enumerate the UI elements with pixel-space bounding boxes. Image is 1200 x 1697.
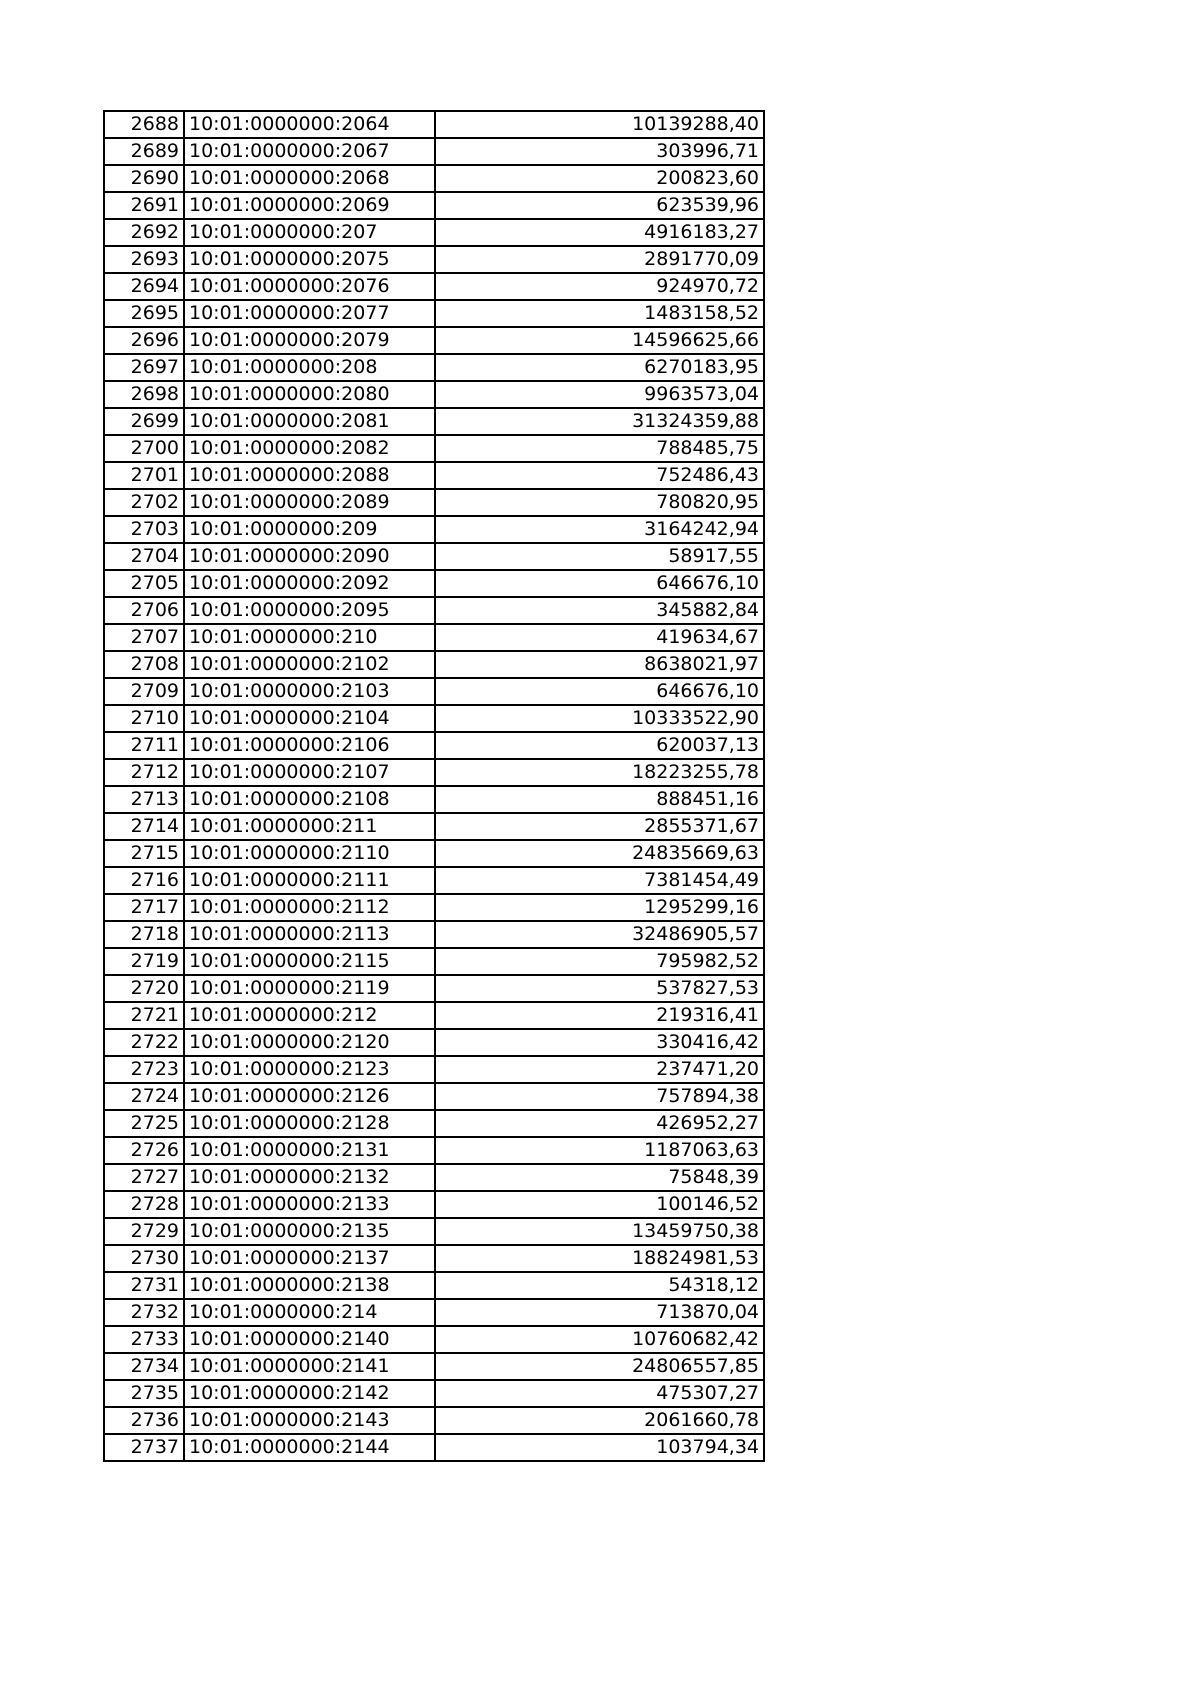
cadastral-number-cell: 10:01:0000000:2090: [184, 543, 435, 570]
value-cell: 6270183,95: [435, 354, 764, 381]
row-number-cell: 2724: [104, 1083, 184, 1110]
row-number-cell: 2698: [104, 381, 184, 408]
cadastral-number-cell: 10:01:0000000:2112: [184, 894, 435, 921]
value-cell: 2061660,78: [435, 1407, 764, 1434]
row-number-cell: 2701: [104, 462, 184, 489]
cadastral-number-cell: 10:01:0000000:2128: [184, 1110, 435, 1137]
cadastral-number-cell: 10:01:0000000:2142: [184, 1380, 435, 1407]
table-row: [104, 300, 764, 327]
cadastral-number-cell: 10:01:0000000:2144: [184, 1434, 435, 1461]
row-number-cell: 2700: [104, 435, 184, 462]
value-cell: 620037,13: [435, 732, 764, 759]
value-cell: 24806557,85: [435, 1353, 764, 1380]
cadastral-number-cell: 10:01:0000000:2133: [184, 1191, 435, 1218]
value-cell: 200823,60: [435, 165, 764, 192]
value-cell: 219316,41: [435, 1002, 764, 1029]
cadastral-number-cell: 10:01:0000000:2103: [184, 678, 435, 705]
value-cell: 795982,52: [435, 948, 764, 975]
cadastral-number-cell: 10:01:0000000:207: [184, 219, 435, 246]
value-cell: 1187063,63: [435, 1137, 764, 1164]
value-cell: 623539,96: [435, 192, 764, 219]
table-row: [104, 840, 764, 867]
value-cell: 75848,39: [435, 1164, 764, 1191]
value-cell: 475307,27: [435, 1380, 764, 1407]
row-number-cell: 2691: [104, 192, 184, 219]
row-number-cell: 2714: [104, 813, 184, 840]
row-number-cell: 2731: [104, 1272, 184, 1299]
table-body: [104, 111, 764, 1461]
table-row: [104, 273, 764, 300]
row-number-cell: 2704: [104, 543, 184, 570]
table-row: [104, 894, 764, 921]
value-cell: 646676,10: [435, 678, 764, 705]
value-cell: 4916183,27: [435, 219, 764, 246]
table-row: [104, 1272, 764, 1299]
row-number-cell: 2725: [104, 1110, 184, 1137]
table-row: [104, 948, 764, 975]
value-cell: 18824981,53: [435, 1245, 764, 1272]
cadastral-number-cell: 10:01:0000000:2138: [184, 1272, 435, 1299]
value-cell: 2891770,09: [435, 246, 764, 273]
row-number-cell: 2709: [104, 678, 184, 705]
value-cell: 14596625,66: [435, 327, 764, 354]
row-number-cell: 2705: [104, 570, 184, 597]
row-number-cell: 2734: [104, 1353, 184, 1380]
value-cell: 100146,52: [435, 1191, 764, 1218]
table-row: [104, 597, 764, 624]
table-row: [104, 624, 764, 651]
table-row: [104, 1407, 764, 1434]
table-row: [104, 1326, 764, 1353]
value-cell: 10333522,90: [435, 705, 764, 732]
cadastral-number-cell: 10:01:0000000:2068: [184, 165, 435, 192]
table-row: [104, 1110, 764, 1137]
table-row: [104, 408, 764, 435]
row-number-cell: 2732: [104, 1299, 184, 1326]
table-row: [104, 1191, 764, 1218]
value-cell: 7381454,49: [435, 867, 764, 894]
cadastral-number-cell: 10:01:0000000:2115: [184, 948, 435, 975]
cadastral-number-cell: 10:01:0000000:2082: [184, 435, 435, 462]
value-cell: 757894,38: [435, 1083, 764, 1110]
value-cell: 888451,16: [435, 786, 764, 813]
value-cell: 103794,34: [435, 1434, 764, 1461]
cadastral-number-cell: 10:01:0000000:2111: [184, 867, 435, 894]
cadastral-number-cell: 10:01:0000000:2108: [184, 786, 435, 813]
table-row: [104, 1218, 764, 1245]
table-row: [104, 192, 764, 219]
cadastral-number-cell: 10:01:0000000:2076: [184, 273, 435, 300]
cadastral-number-cell: 10:01:0000000:2141: [184, 1353, 435, 1380]
cadastral-number-cell: 10:01:0000000:2123: [184, 1056, 435, 1083]
cadastral-number-cell: 10:01:0000000:2106: [184, 732, 435, 759]
row-number-cell: 2711: [104, 732, 184, 759]
cadastral-number-cell: 10:01:0000000:2079: [184, 327, 435, 354]
row-number-cell: 2722: [104, 1029, 184, 1056]
table-row: [104, 651, 764, 678]
table-row: [104, 165, 764, 192]
value-cell: 788485,75: [435, 435, 764, 462]
value-cell: 32486905,57: [435, 921, 764, 948]
cadastral-number-cell: 10:01:0000000:2067: [184, 138, 435, 165]
value-cell: 303996,71: [435, 138, 764, 165]
table-row: [104, 1353, 764, 1380]
value-cell: 18223255,78: [435, 759, 764, 786]
row-number-cell: 2729: [104, 1218, 184, 1245]
table-row: [104, 759, 764, 786]
value-cell: 58917,55: [435, 543, 764, 570]
cadastral-number-cell: 10:01:0000000:2126: [184, 1083, 435, 1110]
row-number-cell: 2730: [104, 1245, 184, 1272]
table-row: [104, 786, 764, 813]
table-row: [104, 111, 764, 138]
table-row: [104, 1056, 764, 1083]
cadastral-number-cell: 10:01:0000000:2135: [184, 1218, 435, 1245]
cadastral-number-cell: 10:01:0000000:2092: [184, 570, 435, 597]
row-number-cell: 2723: [104, 1056, 184, 1083]
table-row: [104, 1083, 764, 1110]
row-number-cell: 2715: [104, 840, 184, 867]
data-table: [103, 110, 765, 1462]
table-row: [104, 1245, 764, 1272]
row-number-cell: 2726: [104, 1137, 184, 1164]
value-cell: 10760682,42: [435, 1326, 764, 1353]
row-number-cell: 2696: [104, 327, 184, 354]
table-row: [104, 1137, 764, 1164]
row-number-cell: 2712: [104, 759, 184, 786]
value-cell: 24835669,63: [435, 840, 764, 867]
value-cell: 426952,27: [435, 1110, 764, 1137]
value-cell: 54318,12: [435, 1272, 764, 1299]
cadastral-number-cell: 10:01:0000000:208: [184, 354, 435, 381]
cadastral-number-cell: 10:01:0000000:2104: [184, 705, 435, 732]
row-number-cell: 2719: [104, 948, 184, 975]
cadastral-number-cell: 10:01:0000000:2137: [184, 1245, 435, 1272]
value-cell: 3164242,94: [435, 516, 764, 543]
row-number-cell: 2706: [104, 597, 184, 624]
cadastral-number-cell: 10:01:0000000:212: [184, 1002, 435, 1029]
cadastral-number-cell: 10:01:0000000:2095: [184, 597, 435, 624]
table-row: [104, 516, 764, 543]
value-cell: 8638021,97: [435, 651, 764, 678]
cadastral-number-cell: 10:01:0000000:2140: [184, 1326, 435, 1353]
table-row: [104, 813, 764, 840]
row-number-cell: 2735: [104, 1380, 184, 1407]
row-number-cell: 2692: [104, 219, 184, 246]
table-row: [104, 1002, 764, 1029]
cadastral-number-cell: 10:01:0000000:2088: [184, 462, 435, 489]
row-number-cell: 2697: [104, 354, 184, 381]
row-number-cell: 2736: [104, 1407, 184, 1434]
value-cell: 237471,20: [435, 1056, 764, 1083]
cadastral-number-cell: 10:01:0000000:2143: [184, 1407, 435, 1434]
cadastral-number-cell: 10:01:0000000:209: [184, 516, 435, 543]
value-cell: 10139288,40: [435, 111, 764, 138]
table-row: [104, 381, 764, 408]
row-number-cell: 2721: [104, 1002, 184, 1029]
cadastral-number-cell: 10:01:0000000:2075: [184, 246, 435, 273]
row-number-cell: 2688: [104, 111, 184, 138]
row-number-cell: 2707: [104, 624, 184, 651]
value-cell: 345882,84: [435, 597, 764, 624]
value-cell: 31324359,88: [435, 408, 764, 435]
row-number-cell: 2690: [104, 165, 184, 192]
table-row: [104, 867, 764, 894]
row-number-cell: 2695: [104, 300, 184, 327]
table-row: [104, 1029, 764, 1056]
table-row: [104, 570, 764, 597]
value-cell: 9963573,04: [435, 381, 764, 408]
row-number-cell: 2693: [104, 246, 184, 273]
cadastral-number-cell: 10:01:0000000:2064: [184, 111, 435, 138]
value-cell: 2855371,67: [435, 813, 764, 840]
row-number-cell: 2728: [104, 1191, 184, 1218]
cadastral-number-cell: 10:01:0000000:2120: [184, 1029, 435, 1056]
cadastral-number-cell: 10:01:0000000:2077: [184, 300, 435, 327]
value-cell: 752486,43: [435, 462, 764, 489]
value-cell: 713870,04: [435, 1299, 764, 1326]
value-cell: 780820,95: [435, 489, 764, 516]
cadastral-number-cell: 10:01:0000000:214: [184, 1299, 435, 1326]
cadastral-number-cell: 10:01:0000000:2080: [184, 381, 435, 408]
cadastral-number-cell: 10:01:0000000:2069: [184, 192, 435, 219]
table-row: [104, 462, 764, 489]
table-row: [104, 435, 764, 462]
value-cell: 646676,10: [435, 570, 764, 597]
row-number-cell: 2720: [104, 975, 184, 1002]
row-number-cell: 2733: [104, 1326, 184, 1353]
row-number-cell: 2702: [104, 489, 184, 516]
cadastral-number-cell: 10:01:0000000:2110: [184, 840, 435, 867]
table-row: [104, 678, 764, 705]
cadastral-number-cell: 10:01:0000000:2119: [184, 975, 435, 1002]
row-number-cell: 2718: [104, 921, 184, 948]
table-row: [104, 543, 764, 570]
value-cell: 419634,67: [435, 624, 764, 651]
value-cell: 13459750,38: [435, 1218, 764, 1245]
row-number-cell: 2708: [104, 651, 184, 678]
table-row: [104, 1164, 764, 1191]
table-row: [104, 1380, 764, 1407]
cadastral-number-cell: 10:01:0000000:2107: [184, 759, 435, 786]
cadastral-number-cell: 10:01:0000000:2131: [184, 1137, 435, 1164]
table-row: [104, 1299, 764, 1326]
cadastral-number-cell: 10:01:0000000:2089: [184, 489, 435, 516]
table-row: [104, 246, 764, 273]
value-cell: 537827,53: [435, 975, 764, 1002]
cadastral-number-cell: 10:01:0000000:2113: [184, 921, 435, 948]
row-number-cell: 2717: [104, 894, 184, 921]
row-number-cell: 2716: [104, 867, 184, 894]
cadastral-number-cell: 10:01:0000000:211: [184, 813, 435, 840]
row-number-cell: 2713: [104, 786, 184, 813]
cadastral-number-cell: 10:01:0000000:2081: [184, 408, 435, 435]
row-number-cell: 2727: [104, 1164, 184, 1191]
table-row: [104, 219, 764, 246]
row-number-cell: 2694: [104, 273, 184, 300]
cadastral-number-cell: 10:01:0000000:2102: [184, 651, 435, 678]
table-row: [104, 354, 764, 381]
table-row: [104, 921, 764, 948]
table-row: [104, 1434, 764, 1461]
table-row: [104, 138, 764, 165]
row-number-cell: 2710: [104, 705, 184, 732]
cadastral-number-cell: 10:01:0000000:2132: [184, 1164, 435, 1191]
row-number-cell: 2703: [104, 516, 184, 543]
table-row: [104, 327, 764, 354]
table-row: [104, 975, 764, 1002]
table-row: [104, 732, 764, 759]
value-cell: 1483158,52: [435, 300, 764, 327]
row-number-cell: 2689: [104, 138, 184, 165]
value-cell: 1295299,16: [435, 894, 764, 921]
table-row: [104, 705, 764, 732]
table-row: [104, 489, 764, 516]
value-cell: 924970,72: [435, 273, 764, 300]
cadastral-number-cell: 10:01:0000000:210: [184, 624, 435, 651]
row-number-cell: 2699: [104, 408, 184, 435]
row-number-cell: 2737: [104, 1434, 184, 1461]
value-cell: 330416,42: [435, 1029, 764, 1056]
